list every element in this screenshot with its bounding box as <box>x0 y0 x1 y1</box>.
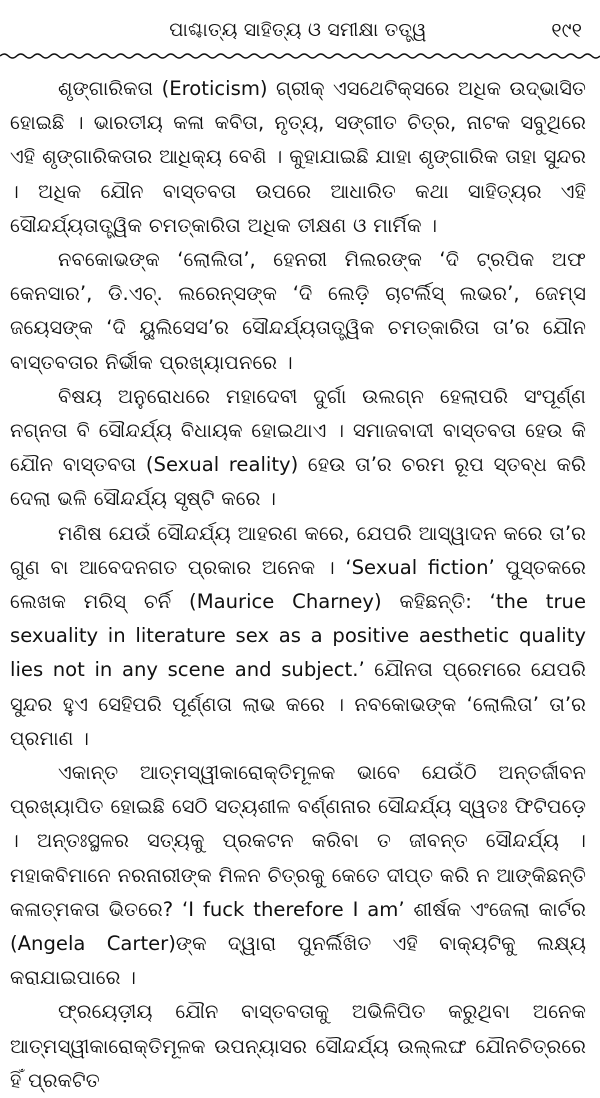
paragraph-5: ଏକାନ୍ତ ଆତ୍ମସ୍ୱୀକାରୋକ୍ତିମୂଳକ ଭାବେ ଯେଉଁଠି ଅନ୍ତର୍ଜୀବନ ପ୍ରଖ୍ୟାପିତ ହୋଇଛି ସେଠି ସତ୍ୟଶୀଳ ବର୍ଣ୍ଣନାର ସୌନ୍ଦର୍ଯ୍ୟ ସ୍ୱତଃ ଫିଟିପଡ଼େ । ଅନ୍ତଃସ୍ଥଳର ସତ୍ୟକୁ ପ୍ରକଟନ କରିବା ତ ଜୀବନ୍ତ ସୌନ୍ଦର୍ଯ୍ୟ । ମହାକବିମାନେ ନରନାରୀଙ୍କ ମିଳନ ଚିତ୍ରକୁ କେତେ ଦୀପ୍ତ କରି ନ ଆଙ୍କିଛନ୍ତି କଳାତ୍ମକତା ଭିତରେ? ‘I fuck therefore I am’ ଶୀର୍ଷକ ଏଂଜେଲା କାର୍ଟର (Angela Carter)ଙ୍କ ଦ୍ୱାରା ପୁନର୍ଲିଖିତ ଏହି ବାକ୍ୟଟିକୁ ଲକ୍ଷ୍ୟ କରାଯାଇପାରେ । <box>10 761 586 990</box>
paragraph-1: ଶୃଙ୍ଗାରିକତା (Eroticism) ଗ୍ରୀକ୍ ଏସଥେଟିକ୍ସରେ ଅଧିକ ଉଦ୍ଭାସିତ ହୋଇଛି । ଭାରତୀୟ କଳା କବିତା, ନୃତ୍ୟ, ସଙ୍ଗୀତ ଚିତ୍ର, ନାଟକ ସବୁଥିରେ ଏହି ଶୃଙ୍ଗାରିକତାର ଆଧିକ୍ୟ ବେଶି । କୁହାଯାଇଛି ଯାହା ଶୃଙ୍ଗାରିକ ତାହା ସୁନ୍ଦର । ଅଧିକ ଯୌନ ବାସ୍ତବତା ଉପରେ ଆଧାରିତ କଥା ସାହିତ୍ୟର ଏହି ସୌନ୍ଦର୍ଯ୍ୟତାତ୍ତ୍ୱିକ ଚମତ୍କାରିତା ଅଧିକ ତୀକ୍ଷଣ ଓ ମାର୍ମିକ । <box>10 77 586 237</box>
paragraph-3: ବିଷୟ ଅନୁରୋଧରେ ମହାଦେବୀ ଦୁର୍ଗା ଉଲଗ୍ନ ହେଲାପରି ସଂପୂର୍ଣ୍ଣ ନଗ୍ନତା ବି ସୌନ୍ଦର୍ଯ୍ୟ ବିଧାୟକ ହୋଇଥାଏ । ସମାଜବାଦୀ ବାସ୍ତବତା ହେଉ କି ଯୌନ ବାସ୍ତବତା (Sexual reality) ହେଉ ତା’ର ଚରମ ରୂପ ସ୍ତବ୍ଧ କରି ଦେଲା ଭଳି ସୌନ୍ଦର୍ଯ୍ୟ ସୃଷ୍ଟି କରେ । <box>10 384 586 511</box>
wavy-rule-graphic <box>0 52 600 60</box>
running-title: ପାଶ୍ଚାତ୍ୟ ସାହିତ୍ୟ ଓ ସମୀକ୍ଷା ତତ୍ତ୍ୱ <box>169 19 427 41</box>
wavy-header-rule <box>0 52 600 60</box>
paragraph-6: ଫ୍ରୟେଡ଼ୀୟ ଯୌନ ବାସ୍ତବତାକୁ ଅଭିଳିପିତ କରୁଥିବା ଅନେକ ଆତ୍ମସ୍ୱୀକାରୋକ୍ତିମୂଳକ ଉପନ୍ୟାସର ସୌନ୍ଦର୍ଯ୍ୟ ଉଲ୍ଲଙ୍ଘ ଯୌନଚିତ୍ରରେ ହିଁ ପ୍ରକଟିତ <box>10 1000 586 1092</box>
paragraph-2: ନବକୋଭଙ୍କ ‘ଲୋଲିତା’, ହେନରୀ ମିଲରଙ୍କ ‘ଦି ଟ୍ରପିକ ଅଫ କେନସାର’, ଡି.ଏଚ୍. ଲରେନ୍ସଙ୍କ ‘ଦି ଲେଡ଼ି ଚାଟର୍ଲିସ୍ ଲଭର’, ଜେମ୍ସ ଜୟେସଙ୍କ ‘ଦି ୟୁଲିସେସ’ର ସୌନ୍ଦର୍ଯ୍ୟତାତ୍ତ୍ୱିକ ଚମତ୍କାରିତା ତା’ର ଯୌନ ବାସ୍ତବତାର ନିର୍ଭୀକ ପ୍ରଖ୍ୟାପନରେ । <box>10 248 586 374</box>
running-header <box>10 0 586 48</box>
page-number: ୧୯୧ <box>551 18 582 42</box>
paragraph-4: ମଣିଷ ଯେଉଁ ସୌନ୍ଦର୍ଯ୍ୟ ଆହରଣ କରେ, ଯେପରି ଆସ୍ୱାଦନ କରେ ତା’ର ଗୁଣ ବା ଆବେଦନଗତ ପ୍ରକାର ଅନେକ । ‘Sexual fiction’ ପୁସ୍ତକରେ ଲେଖକ ମରିସ୍ ଚର୍ନି (Maurice Charney) କହିଛନ୍ତି: ‘the true sexuality in literature sex as a positive aesthetic quality lies not in any scene and subject.’ ଯୌନତା ପ୍ରେମରେ ଯେପରି ସୁନ୍ଦର ହୁଏ ସେହିପରି ପୂର୍ଣ୍ଣତା ଲାଭ କରେ । ନବକୋଭଙ୍କ ‘ଲୋଲିତା’ ତା’ର ପ୍ରମାଣ । <box>10 521 586 750</box>
body-text <box>10 72 586 1098</box>
